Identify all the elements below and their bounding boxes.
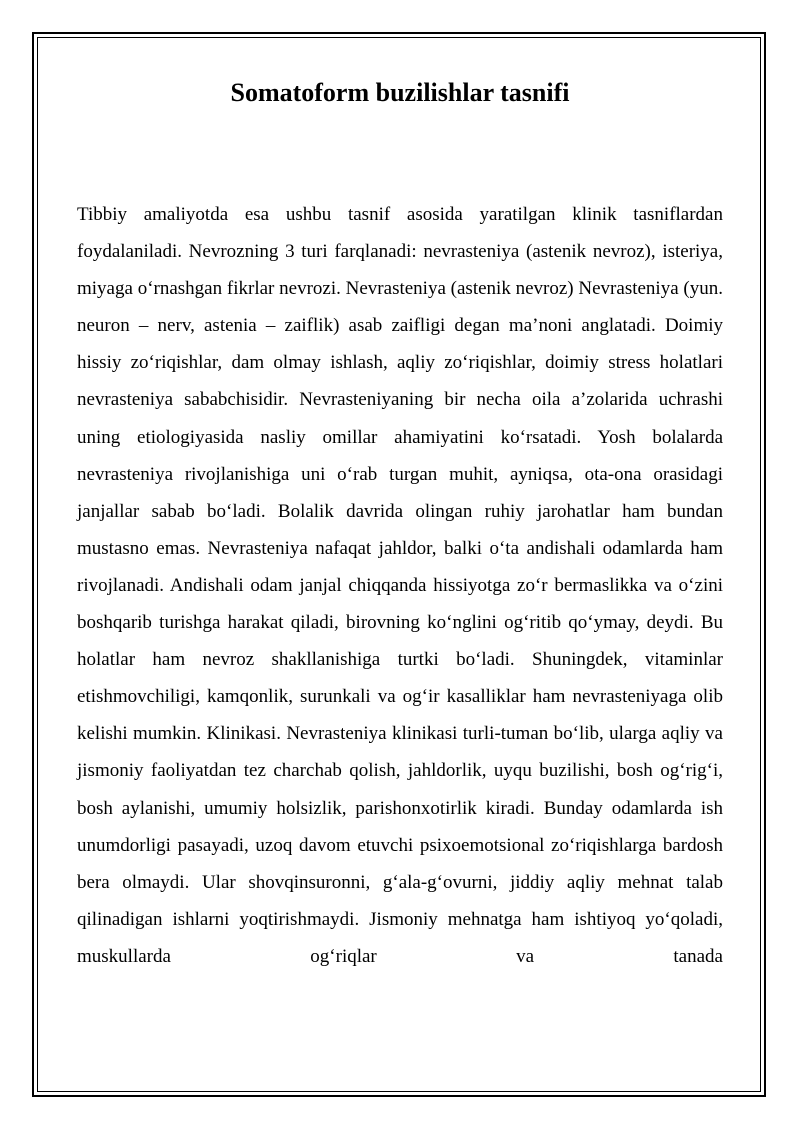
page-title: Somatoform buzilishlar tasnifi <box>230 78 570 107</box>
body-paragraph: Tibbiy amaliyotda esa ushbu tasnif asosida yaratilgan klinik tasniflardan foydalaniladi. Nevrozning 3 turi farqlanadi: nevrasteniya (astenik nevroz), isteriya, miyaga o‘rnashgan fikrlar nevrozi. Nevrasteniya (astenik nevroz) Nevrasteniya (yun. neuron – nerv, astenia – zaiflik) asab zaifligi degan ma’noni anglatadi. Doimiy hissiy zo‘riqishlar, dam olmay ishlash, aqliy zo‘riqishlar, doimiy stress holatlari nevrasteniya sababchisidir. Nevrasteniyaning bir necha oila a’zolarida uchrashi uning etiologiyasida nasliy omillar ahamiyatini ko‘rsatadi. Yosh bolalarda nevrasteniya rivojlanishiga uni o‘rab turgan muhit, ayniqsa, ota-ona orasidagi janjallar sabab bo‘ladi. Bolalik davrida olingan ruhiy jarohatlar ham bundan mustasno emas. Nevrasteniya nafaqat jahldor, balki o‘ta andishali odamlarda ham rivojlanadi. Andishali odam janjal chiqqanda hissiyotga zo‘r bermaslikka va o‘zini boshqarib turishga harakat qiladi, birovning ko‘nglini og‘ritib qo‘ymay, deydi. Bu holatlar ham nevroz shakllanishiga turtki bo‘ladi. Shuningdek, vitaminlar etishmovchiligi, kamqonlik, surunkali va og‘ir kasalliklar ham nevrasteniyaga olib kelishi mumkin. Klinikasi. Nevrasteniya klinikasi turli-tuman bo‘lib, ularga aqliy va jismoniy faoliyatdan tez charchab qolish, jahldorlik, uyqu buzilishi, bosh og‘rig‘i, bosh aylanishi, umumiy holsizlik, parishonxotirlik kiradi. Bunday odamlarda ish unumdorligi pasayadi, uzoq davom etuvchi psixoemotsional zo‘riqishlarga bardosh bera olmaydi. Ular shovqinsuronni, g‘ala-g‘ovurni, jiddiy aqliy mehnat talab qilinadigan ishlarni yoqtirishmaydi. Jismoniy mehnatga ham ishtiyoq yo‘qoladi, muskullarda og‘riqlar va tanada <box>77 204 723 967</box>
